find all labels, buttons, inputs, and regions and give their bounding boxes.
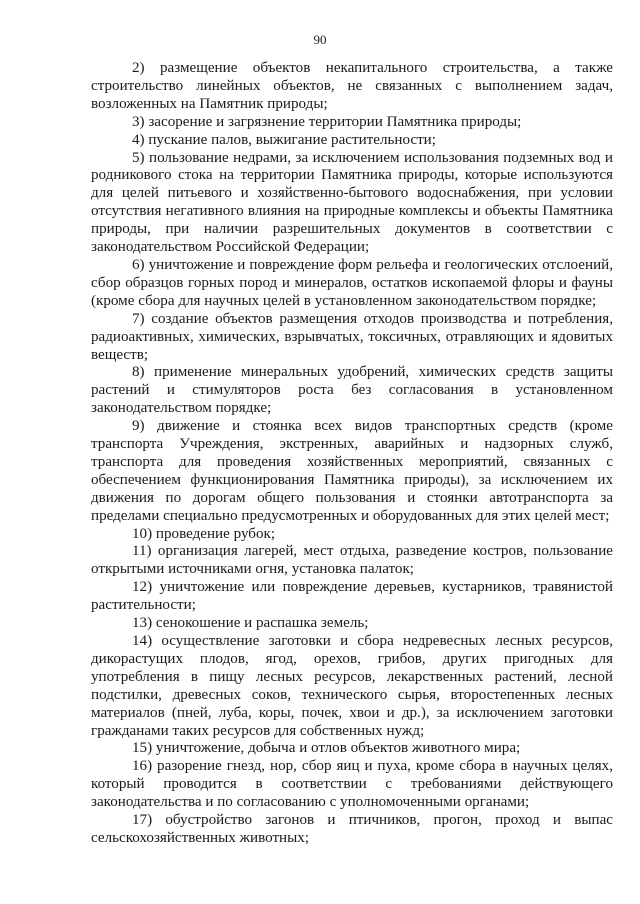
paragraph-item-2: 2) размещение объектов некапитального строительства, а также строительство линейных объектов, не связанных с выполнением задач, возложенных на Памятник природы; [91, 60, 613, 112]
paragraph-item-3: 3) засорение и загрязнение территории Памятника природы; [132, 113, 522, 130]
paragraph-item-15: 15) уничтожение, добыча и отлов объектов животного мира; [132, 740, 521, 757]
paragraph-item-11: 11) организация лагерей, мест отдыха, разведение костров, пользование открытыми источниками огня, установка палаток; [91, 543, 613, 578]
paragraph-item-7: 7) создание объектов размещения отходов производства и потребления, радиоактивных, химических, взрывчатых, токсичных, отравляющих и ядовитых веществ; [91, 310, 613, 363]
paragraph-item-13: 13) сенокошение и распашка земель; [132, 615, 369, 632]
paragraph-item-5: 5) пользование недрами, за исключением использования подземных вод и родникового стока на территории Памятника природы, которые используются для целей питьевого и хозяйственно-бытового водоснабжения, при условии отсутствия негативного влияния на природные комплексы и объекты Памятника природы, при наличии разрешительных документов в соответствии с законодательством Российской Федерации; [91, 149, 613, 256]
paragraph-item-4: 4) пускание палов, выжигание растительности; [132, 131, 436, 148]
page-number: 90 [313, 32, 327, 47]
paragraph-item-10: 10) проведение рубок; [132, 525, 276, 542]
paragraph-item-16: 16) разорение гнезд, нор, сбор яиц и пуха, кроме сбора в научных целях, который проводится в соответствии с требованиями действующего законодательства и по согласованию с уполномоченными органами; [91, 758, 613, 811]
paragraph-item-8: 8) применение минеральных удобрений, химических средств защиты растений и стимуляторов роста без согласования в установленном законодательством порядке; [91, 364, 613, 417]
paragraph-item-14: 14) осуществление заготовки и сбора недревесных лесных ресурсов, дикорастущих плодов, ягод, орехов, грибов, других пригодных для употребления в пищу лесных ресурсов, лекарственных растений, лесной подстилки, древесных соков, технического сырья, второстепенных лесных материалов (пней, луба, коры, почек, хвои и др.), за исключением заготовки гражданами таких ресурсов для собственных нужд; [91, 633, 613, 739]
paragraph-item-12: 12) уничтожение или повреждение деревьев, кустарников, травянистой растительности; [91, 579, 613, 614]
document-body [91, 60, 613, 848]
paragraph-item-6: 6) уничтожение и повреждение форм рельефа и геологических отслоений, сбор образцов горных пород и минералов, остатков ископаемой флоры и фауны (кроме сбора для научных целей в установленном законодательством порядке; [91, 256, 613, 309]
paragraph-item-9: 9) движение и стоянка всех видов транспортных средств (кроме транспорта Учреждения, экстренных, аварийных и надзорных служб, транспорта для проведения хозяйственных мероприятий, связанных с обеспечением функционирования Памятника природы), за исключением их движения по дорогам общего пользования и стоянки автотранспорта за пределами специально предусмотренных и оборудованных для этих целей мест; [91, 418, 613, 524]
paragraph-item-17: 17) обустройство загонов и птичников, прогон, проход и выпас сельскохозяйственных животных; [91, 812, 613, 846]
